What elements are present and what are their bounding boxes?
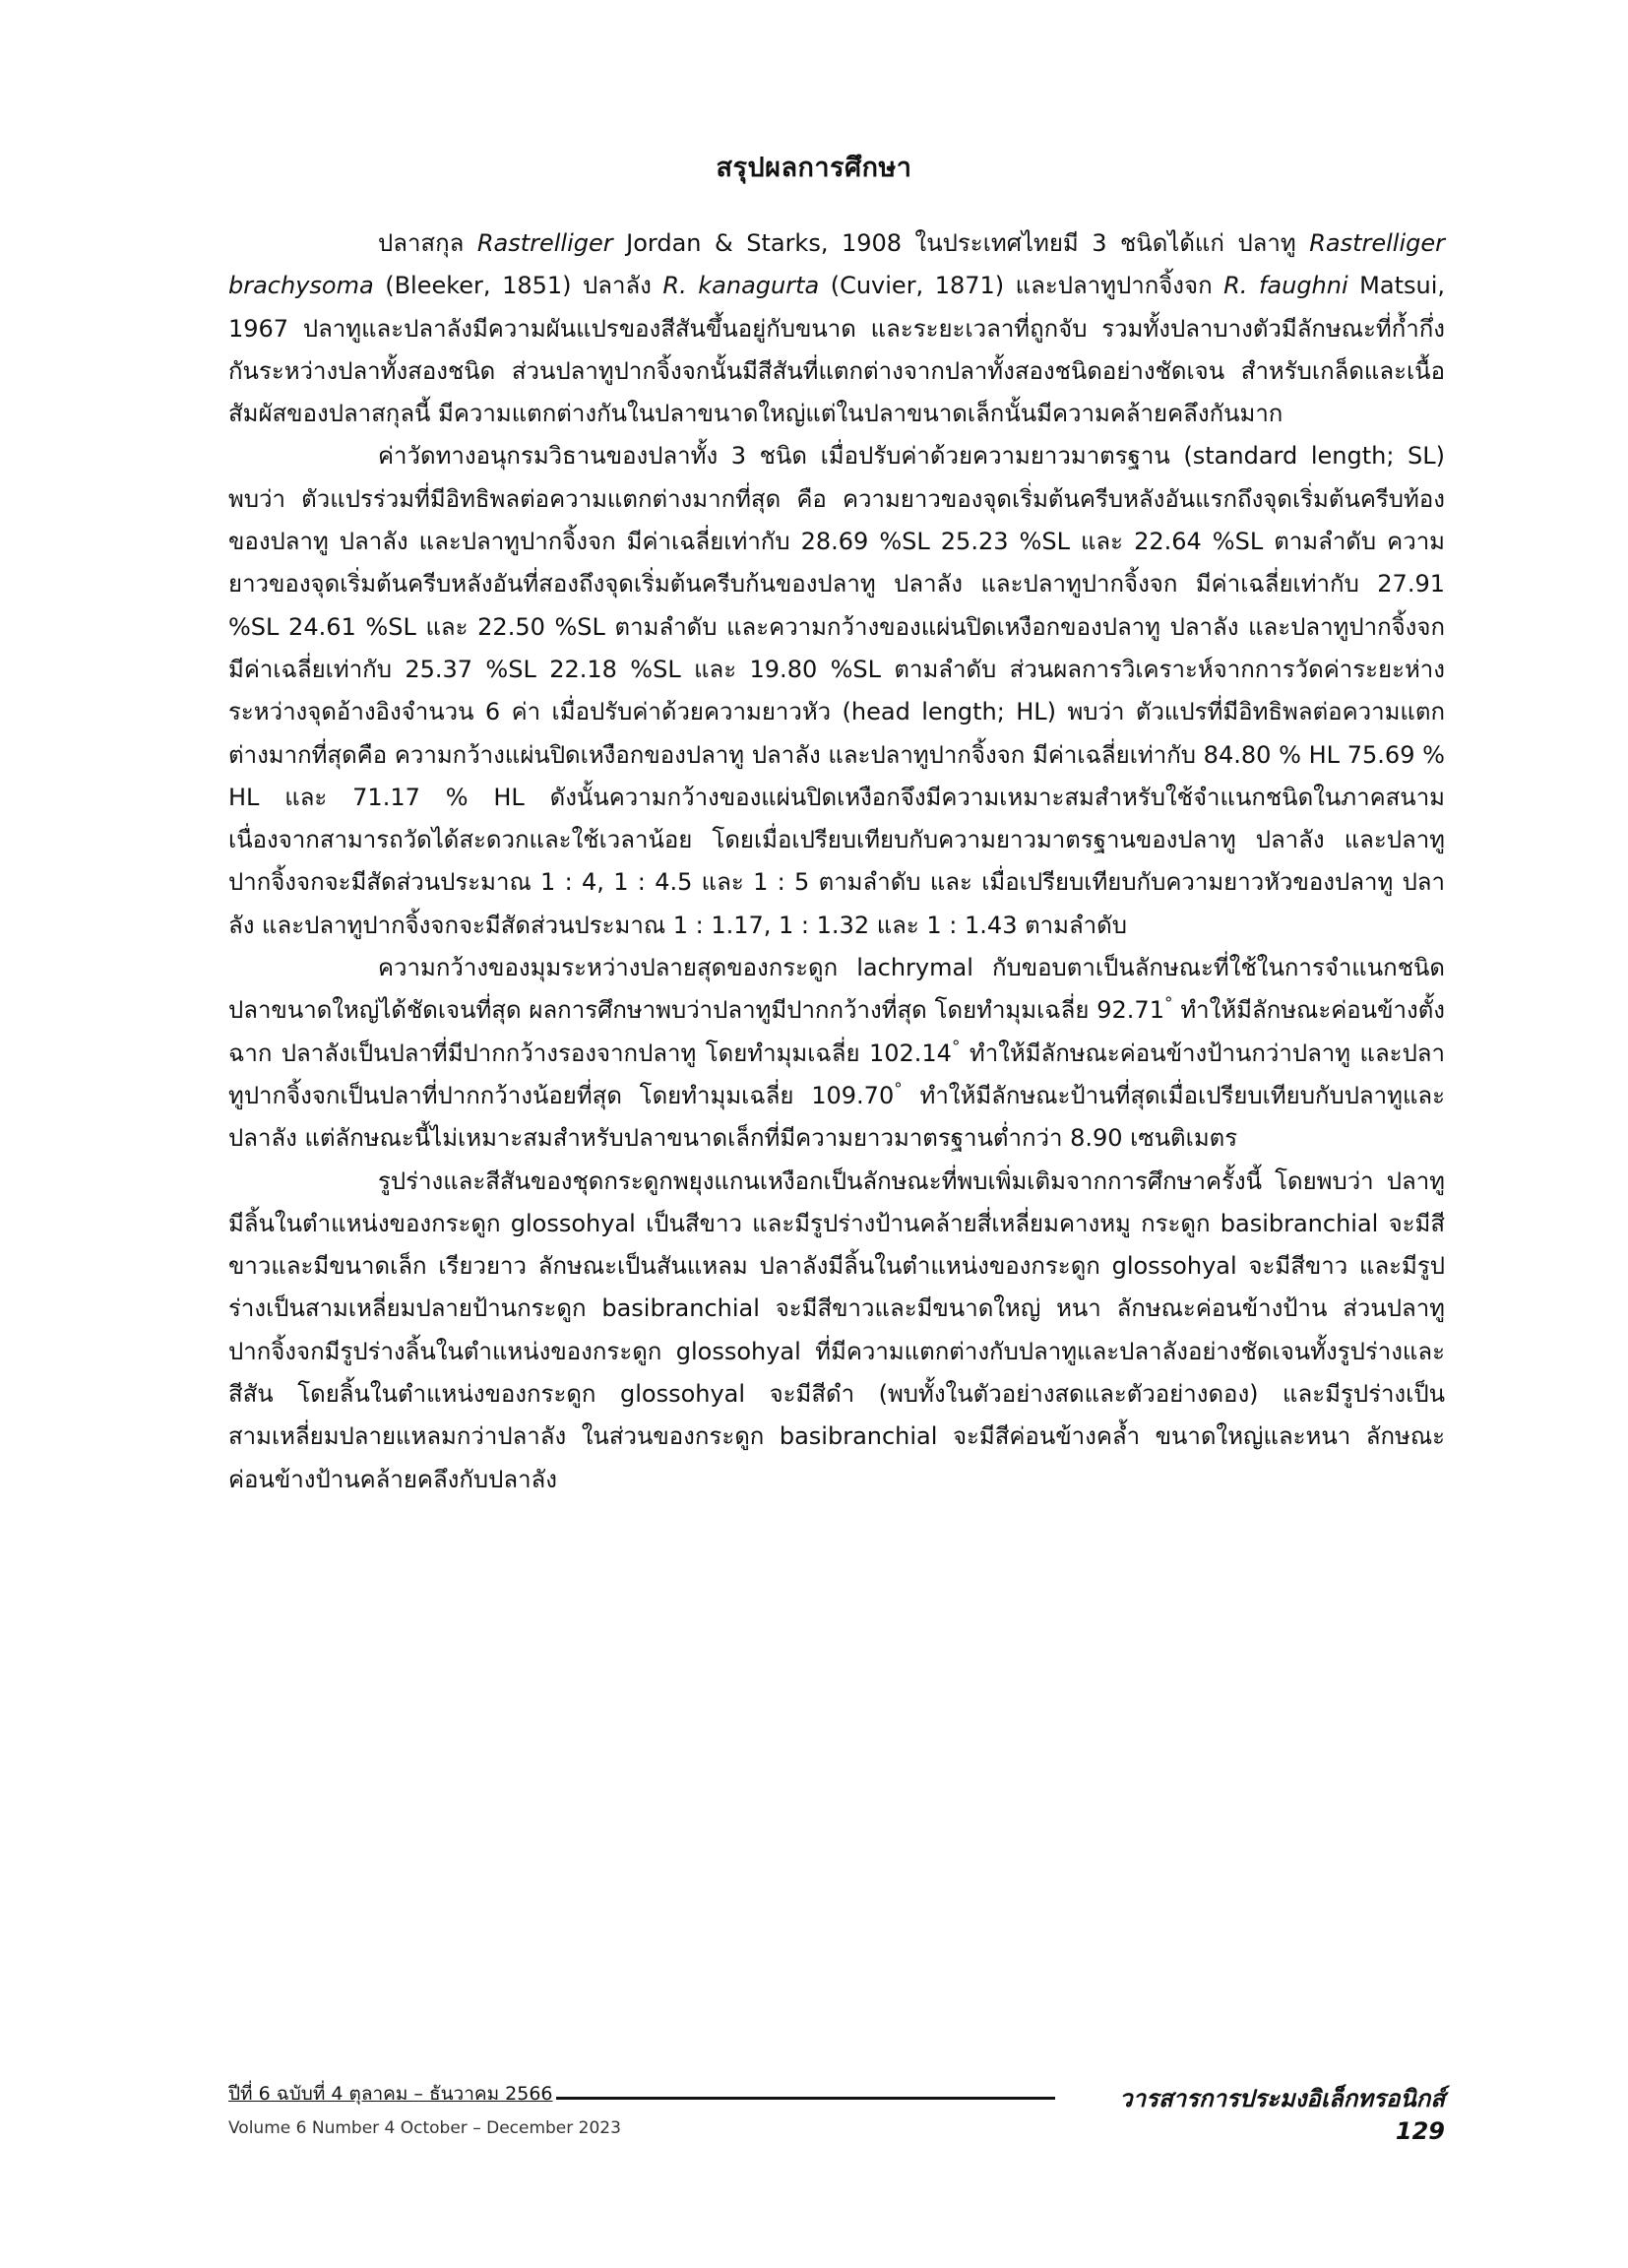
p3-text-1: ความกว้างของมุมระหว่างปลายสุดของกระดูก lachrymal กับขอบตาเป็นลักษณะที่ใช้ในการจำแนกชนิดปลาขนาดใหญ่ได้ชัดเจนที่สุด ผลการศึกษาพบว่าปลาทูมีปากกว้างที่สุด โดยทำมุมเฉลี่ย 92.71: [228, 954, 1445, 1025]
p1-species-kanagurta: R. kanagurta: [662, 272, 820, 300]
p3-text-4: ทำให้มีลักษณะป้านที่สุดเมื่อเปรียบเทียบกับปลาทูและปลาลัง แต่ลักษณะนี้ไม่เหมาะสมสำหรับปลาขนาดเล็กที่มีความยาวมาตรฐานต่ำกว่า 8.90 เซนติเมตร: [228, 1081, 1446, 1153]
paragraph-3: [228, 947, 1445, 1160]
page-title: สรุปผลการศึกษา: [716, 153, 912, 183]
p1-text-5: Matsui, 1967 ปลาทูและปลาลังมีความผันแปรของสีสันขึ้นอยู่กับขนาด และระยะเวลาที่ถูกจับ รวมทั้งปลาบางตัวมีลักษณะที่ก้ำกึ่งกันระหว่างปลาทั้งสองชนิด ส่วนปลาทูปากจิ้งจกนั้นมีสีสันที่แตกต่างจากปลาทั้งสองชนิดอย่างชัดเจน สำหรับเกล็ดและเนื้อสัมผัสของปลาสกุลนี้ มีความแตกต่างกันในปลาขนาดใหญ่แต่ในปลาขนาดเล็กนั้นมีความคล้ายคลึงกันมาก: [228, 272, 1446, 428]
p1-text-1: ปลาสกุล: [378, 229, 477, 257]
p1-species-brachysoma: Rastrelliger brachysoma: [228, 229, 1445, 300]
footer-divider: [556, 2097, 1055, 2100]
p1-genus: Rastrelliger: [476, 229, 613, 257]
p1-text-4: (Cuvier, 1871) และปลาทูปากจิ้งจก: [819, 272, 1224, 300]
footer-issue-thai: ปีที่ 6 ฉบับที่ 4 ตุลาคม – ธันวาคม 2566: [228, 2083, 553, 2105]
paragraph-4: รูปร่างและสีสันของชุดกระดูกพยุงแกนเหงือกเป็นลักษณะที่พบเพิ่มเติมจากการศึกษาครั้งนี้ โดยพบว่า ปลาทูมีลิ้นในตำแหน่งของกระดูก glossohyal เป็นสีขาว และมีรูปร่างป้านคล้ายสี่เหลี่ยมคางหมู กระดูก basibranchial จะมีสีขาวและมีขนาดเล็ก เรียวยาว ลักษณะเป็นสันแหลม ปลาลังมีลิ้นในตำแหน่งของกระดูก glossohyal จะมีสีขาว และมีรูปร่างเป็นสามเหลี่ยมปลายป้านกระดูก basibranchial จะมีสีขาวและมีขนาดใหญ่ หนา ลักษณะค่อนข้างป้าน ส่วนปลาทูปากจิ้งจกมีรูปร่างลิ้นในตำแหน่งของกระดูก glossohyal ที่มีความแตกต่างกับปลาทูและปลาลังอย่างชัดเจนทั้งรูปร่างและสีสัน โดยลิ้นในตำแหน่งของกระดูก glossohyal จะมีสีดำ (พบทั้งในตัวอย่างสดและตัวอย่างดอง) และมีรูปร่างเป็นสามเหลี่ยมปลายแหลมกว่าปลาลัง ในส่วนของกระดูก basibranchial จะมีสีค่อนข้างคล้ำ ขนาดใหญ่และหนา ลักษณะค่อนข้างป้านคล้ายคลึงกับปลาลัง: [228, 1166, 1445, 1493]
paragraph-2: ค่าวัดทางอนุกรมวิธานของปลาทั้ง 3 ชนิด เมื่อปรับค่าด้วยความยาวมาตรฐาน (standard length; SL) พบว่า ตัวแปรร่วมที่มีอิทธิพลต่อความแตกต่างมากที่สุด คือ ความยาวของจุดเริ่มต้นครีบหลังอันแรกถึงจุดเริ่มต้นครีบท้องของปลาทู ปลาลัง และปลาทูปากจิ้งจก มีค่าเฉลี่ยเท่ากับ 28.69 %SL 25.23 %SL และ 22.64 %SL ตามลำดับ ความยาวของจุดเริ่มต้นครีบหลังอันที่สองถึงจุดเริ่มต้นครีบก้นของปลาทู ปลาลัง และปลาทูปากจิ้งจก มีค่าเฉลี่ยเท่ากับ 27.91 %SL 24.61 %SL และ 22.50 %SL ตามลำดับ และความกว้างของแผ่นปิดเหงือกของปลาทู ปลาลัง และปลาทูปากจิ้งจก มีค่าเฉลี่ยเท่ากับ 25.37 %SL 22.18 %SL และ 19.80 %SL ตามลำดับ ส่วนผลการวิเคราะห์จากการวัดค่าระยะห่างระหว่างจุดอ้างอิงจำนวน 6 ค่า เมื่อปรับค่าด้วยความยาวหัว (head length; HL) พบว่า ตัวแปรที่มีอิทธิพลต่อความแตกต่างมากที่สุดคือ ความกว้างแผ่นปิดเหงือกของปลาทู ปลาลัง และปลาทูปากจิ้งจก มีค่าเฉลี่ยเท่ากับ 84.80 % HL 75.69 % HL และ 71.17 % HL ดังนั้นความกว้างของแผ่นปิดเหงือกจึงมีความเหมาะสมสำหรับใช้จำแนกชนิดในภาคสนามเนื่องจากสามารถวัดได้สะดวกและใช้เวลาน้อย โดยเมื่อเปรียบเทียบกับความยาวมาตรฐานของปลาทู ปลาลัง และปลาทูปากจิ้งจกจะมีสัดส่วนประมาณ 1 : 4, 1 : 4.5 และ 1 : 5 ตามลำดับ และ เมื่อเปรียบเทียบกับความยาวหัวของปลาทู ปลาลัง และปลาทูปากจิ้งจกจะมีสัดส่วนประมาณ 1 : 1.17, 1 : 1.32 และ 1 : 1.43 ตามลำดับ: [228, 442, 1445, 939]
p1-text-3: (Bleeker, 1851) ปลาลัง: [373, 272, 663, 300]
p1-species-faughni: R. faughni: [1223, 272, 1348, 300]
p3-text-3: ทำให้มีลักษณะค่อนข้างป้านกว่าปลาทู และปลาทูปากจิ้งจกเป็นปลาที่ปากกว้างน้อยที่สุด โดยทำมุมเฉลี่ย 109.70: [228, 1039, 1445, 1109]
degree-symbol: °: [1163, 994, 1173, 1015]
degree-symbol: °: [951, 1037, 961, 1057]
degree-symbol: °: [894, 1079, 903, 1100]
footer-journal-page: วารสารการประมงอิเล็กทรอนิกส์ 129: [1119, 2085, 1445, 2145]
p3-text-2: ทำให้มีลักษณะค่อนข้างตั้งฉาก ปลาลังเป็นปลาที่มีปากกว้างรองจากปลาทู โดยทำมุมเฉลี่ย 102.14: [228, 996, 1445, 1067]
p1-text-2: Jordan & Starks, 1908 ในประเทศไทยมี 3 ชนิดได้แก่ ปลาทู: [612, 229, 1310, 257]
article-body: [228, 222, 1445, 1501]
paragraph-1: [228, 222, 1445, 435]
footer-issue-english: Volume 6 Number 4 October – December 2023: [228, 2118, 621, 2138]
